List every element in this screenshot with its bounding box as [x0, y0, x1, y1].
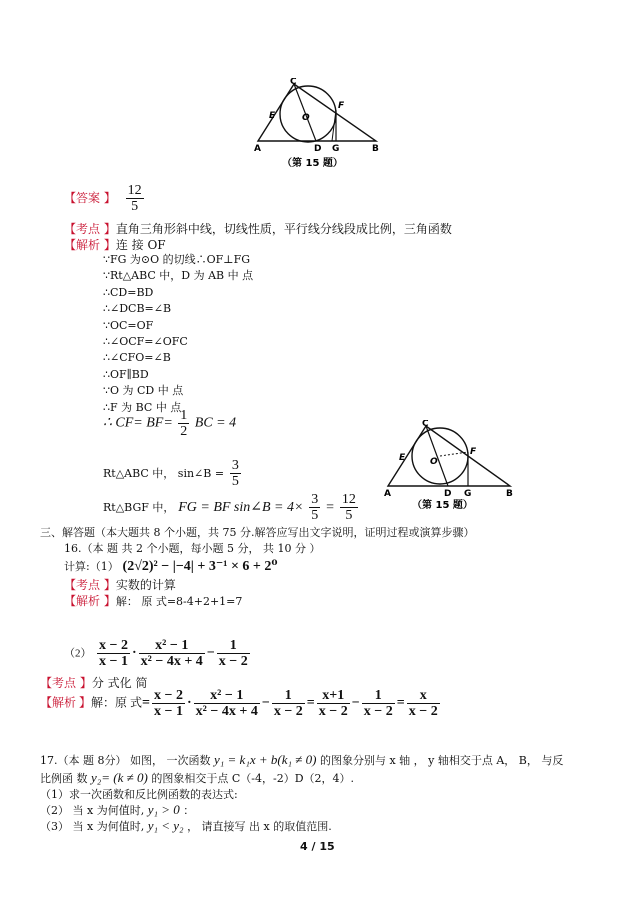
p2-frac-b	[139, 638, 205, 669]
fg-num1: 3	[311, 492, 319, 507]
answer-tag: 【答案 】	[64, 191, 116, 205]
fg-line	[103, 492, 360, 523]
answer-denominator: 5	[131, 199, 139, 214]
kaodian-tag: 【考点 】	[64, 222, 116, 236]
cf-den: 2	[180, 424, 188, 439]
q17-line1-text: 17.（本 题 8分） 如图， 一次函数	[40, 754, 211, 767]
page-number: 4 / 15	[300, 840, 335, 853]
fig-label-b: B	[372, 144, 379, 154]
r-frac-b	[194, 688, 260, 719]
fig2-label-a: A	[384, 489, 391, 499]
fig2-label-o: O	[430, 457, 438, 467]
q16-jiexi-text: 解： 原 式=8-4+2+1=7	[115, 595, 243, 608]
fg-den2: 5	[345, 508, 353, 523]
r-b-num: x² − 1	[194, 688, 260, 704]
p2-b-den: x² − 4x + 4	[140, 654, 203, 669]
q17-expr2: y₂= (k ≠ 0)	[91, 770, 148, 785]
fg-fraction-1	[309, 492, 320, 523]
jiexi-row	[64, 236, 166, 253]
cf-fraction	[178, 408, 189, 439]
fig-label-e: E	[269, 111, 276, 121]
r-num1: x+1	[317, 688, 350, 704]
q16-jiexi2-text: 解：原 式	[91, 695, 143, 710]
fg-expr: FG = BF sin∠B = 4×	[178, 500, 304, 515]
r-den1: x − 2	[318, 704, 348, 719]
figure-15-right	[382, 420, 517, 512]
fig2-label-e: E	[399, 453, 406, 463]
proof-step: ∴∠CFO=∠B	[103, 351, 171, 365]
fig-label-o: O	[302, 113, 310, 123]
p2-frac-c	[217, 638, 250, 669]
r-c-num: 1	[272, 688, 305, 704]
sinb-num: 3	[231, 458, 239, 473]
r-frac-c	[272, 688, 305, 719]
fg-eq: =	[326, 500, 334, 515]
sinb-line	[103, 458, 243, 489]
cf-line	[103, 408, 236, 439]
fig-label-g: G	[332, 144, 340, 154]
q16-jiexi-row	[64, 592, 242, 609]
q17-sub3	[40, 818, 332, 834]
q16-part2: （2） $\frac{x - 2}{x - 1}$ · $\frac{\text{x² − 1}}{\text{x² − 4x + 4}}$ − $\frac{1}{x - 2}$	[64, 638, 248, 669]
q17-expr1: y₁ = k₁x + b(k₁ ≠ 0)	[213, 752, 317, 767]
q17-sub2b: y₁ > 0	[147, 802, 180, 817]
proof-step: ∵OC=OF	[103, 318, 154, 332]
q17-line2b: 的图象相交于点 C（-4，-2）D（2，4）.	[151, 772, 355, 785]
jiexi-first: 连 接 OF	[115, 238, 166, 252]
q16-kaodian-tag: 【考点 】	[64, 578, 116, 592]
fig2-label-c: C	[422, 420, 429, 429]
p2-frac-a	[97, 638, 130, 669]
q16-jiexi-tag: 【解析 】	[64, 594, 116, 608]
proof-step: ∵Rt△ABC 中，D 为 AB 中 点	[103, 269, 254, 283]
r-num2: 1	[362, 688, 395, 704]
r-frac-a	[152, 688, 185, 719]
proof-step: ∵FG 为⊙O 的切线∴OF⊥FG	[103, 253, 251, 266]
r-num3: x	[407, 688, 440, 704]
q16-kaodian-text: 实数的计算	[115, 578, 176, 592]
q17-sub1: （1）求一次函数和反比例函数的表达式:	[40, 788, 238, 801]
r-b-den: x² − 4x + 4	[195, 704, 258, 719]
proof-step: ∴OF∥BD	[103, 367, 149, 381]
q16-calc-expr: (2√2)² − |−4| + 3⁻¹ × 6 + 2⁰	[122, 559, 278, 574]
q17-line2a: 比例函 数	[40, 772, 88, 785]
fig2-label-f: F	[470, 447, 477, 457]
sinb-den: 5	[231, 474, 239, 489]
fig2-label-g: G	[464, 489, 472, 499]
q16-kaodian2-text: 分 式化 简	[91, 676, 148, 690]
figure-caption: （第 15 题）	[282, 158, 343, 169]
p2-b-num: x² − 1	[139, 638, 205, 654]
q17-line1	[40, 752, 563, 768]
proof-steps	[103, 252, 253, 416]
r-c-den: x − 2	[273, 704, 303, 719]
cf-rhs: BC = 4	[194, 415, 237, 431]
p2-a-den: x − 1	[99, 654, 128, 669]
fg-fraction-2	[340, 492, 358, 523]
q17-sub3b: y₁ < y₂	[147, 818, 184, 833]
fig-label-d: D	[314, 144, 322, 154]
answer-numerator: 12	[127, 183, 142, 198]
kaodian-row	[64, 220, 452, 237]
fg-den1: 5	[311, 508, 319, 523]
fig-label-a: A	[254, 144, 261, 154]
proof-step: ∴F 为 BC 中 点	[103, 400, 182, 414]
q17-sub3c: ， 请直接写 出 x 的取值范围.	[187, 820, 332, 833]
r-den2: x − 2	[363, 704, 393, 719]
q16-title: 16.（本 题 共 2 个小题，每小题 5 分， 共 10 分 ）	[64, 542, 321, 555]
q17-sub2c: ：	[183, 804, 195, 817]
p2-a-num: x − 2	[99, 638, 128, 653]
q16-kaodian-row	[64, 576, 176, 593]
fig2-label-b: B	[506, 489, 513, 499]
answer-row	[64, 183, 146, 214]
q17-sub3a: （3） 当 x 为何值时,	[40, 820, 145, 833]
p2-c-num: 1	[217, 638, 250, 654]
q17-sub2a: （2） 当 x 为何值时,	[40, 804, 145, 817]
q16-p2-label: （2）	[64, 647, 92, 660]
fg-num2: 12	[341, 492, 356, 507]
r-frac-3	[407, 688, 440, 719]
r-a-num: x − 2	[154, 688, 183, 703]
proof-step: ∴∠OCF=∠OFC	[103, 335, 188, 349]
kaodian-text: 直角三角形斜中线，切线性质，平行线分线段成比例，三角函数	[115, 222, 452, 236]
p2-c-den: x − 2	[218, 654, 248, 669]
q16-jiexi2-tag: 【解析 】	[40, 695, 92, 710]
sinb-prefix: Rt△ABC 中， sin∠B =	[103, 467, 225, 480]
fig-label-f: F	[338, 101, 345, 111]
q17-line1b: 的图象分别与 x 轴 ， y 轴相交于点 A， B， 与反	[319, 754, 564, 767]
cf-lhs: ∴ CF= BF=	[103, 415, 173, 431]
q17-line2	[40, 770, 354, 786]
proof-step: ∵O 为 CD 中 点	[103, 384, 184, 398]
r-frac-1	[317, 688, 350, 719]
cf-num: 1	[180, 408, 188, 423]
section-3-heading: 三、解答题（本大题共 8 个小题，共 75 分.解答应写出文字说明，证明过程或演算步骤）	[40, 526, 475, 539]
fg-prefix: Rt△BGF 中，	[103, 501, 175, 514]
proof-step: ∴CD=BD	[103, 285, 154, 299]
figure-15-top	[252, 78, 382, 170]
q16-calc-prefix: 计算:（1）	[64, 560, 119, 573]
proof-step: ∴∠DCB=∠B	[103, 302, 172, 316]
r-frac-2	[362, 688, 395, 719]
answer-fraction	[126, 183, 144, 214]
fig2-label-d: D	[444, 489, 452, 499]
q17-sub2	[40, 802, 194, 818]
r-a-den: x − 1	[154, 704, 183, 719]
q16-jiexi2-row: 【解析 】解：原 式= $\frac{x - 2}{x - 1}$ · $\frac{\text{x² − 1}}{\text{x² − 4x + 4}}$ − $\frac{1}{x - 2}$ = $\frac{x+1}{x - 2}$ − $\frac{1}{x - 2}$ = $\frac{x}{x - 2}$	[40, 688, 438, 719]
figure2-caption: （第 15 题）	[412, 500, 473, 511]
q16-kaodian2-tag: 【考点 】	[40, 676, 92, 690]
sinb-fraction	[230, 458, 241, 489]
jiexi-tag: 【解析 】	[64, 238, 116, 252]
r-den3: x − 2	[408, 704, 438, 719]
q16-calc-row	[64, 558, 278, 575]
fig-label-c: C	[290, 78, 297, 87]
